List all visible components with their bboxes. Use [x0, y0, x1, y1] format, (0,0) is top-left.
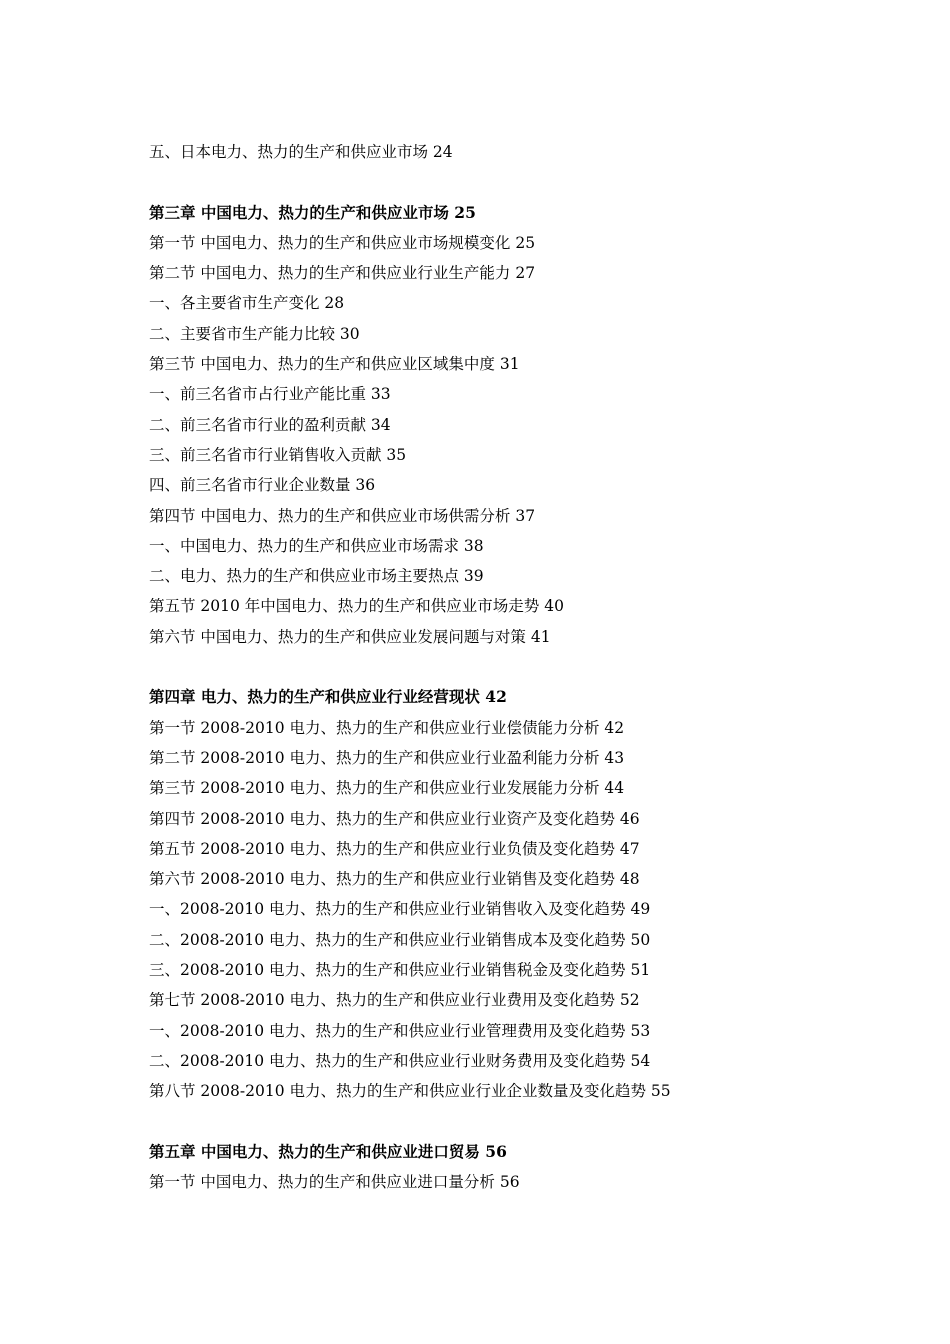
toc-entry: 三、前三名省市行业销售收入贡献 35 — [149, 445, 407, 464]
toc-entry: 第二节 中国电力、热力的生产和供应业行业生产能力 27 — [149, 264, 536, 283]
toc-entry: 第五节 2010 年中国电力、热力的生产和供应业市场走势 40 — [149, 597, 564, 616]
toc-entry: 二、主要省市生产能力比较 30 — [149, 324, 360, 343]
toc-entry: 二、前三名省市行业的盈利贡献 34 — [149, 415, 391, 434]
toc-entry: 二、2008-2010 电力、热力的生产和供应业行业财务费用及变化趋势 54 — [149, 1051, 651, 1070]
toc-entry: 一、中国电力、热力的生产和供应业市场需求 38 — [149, 536, 484, 555]
toc-entry: 二、2008-2010 电力、热力的生产和供应业行业销售成本及变化趋势 50 — [149, 930, 651, 949]
toc-chapter-heading: 第五章 中国电力、热力的生产和供应业进口贸易 56 — [149, 1141, 507, 1161]
toc-entry: 第八节 2008-2010 电力、热力的生产和供应业行业企业数量及变化趋势 55 — [149, 1082, 671, 1101]
section-spacer — [149, 652, 909, 682]
toc-entry: 第三节 中国电力、热力的生产和供应业区域集中度 31 — [149, 355, 520, 374]
toc-entry: 二、电力、热力的生产和供应业市场主要热点 39 — [149, 567, 484, 586]
toc-entry: 一、前三名省市占行业产能比重 33 — [149, 385, 391, 404]
toc-entry: 四、前三名省市行业企业数量 36 — [149, 476, 376, 495]
toc-entry: 第一节 中国电力、热力的生产和供应业市场规模变化 25 — [149, 233, 536, 252]
toc-entry: 一、2008-2010 电力、热力的生产和供应业行业管理费用及变化趋势 53 — [149, 1021, 651, 1040]
toc-entry: 一、各主要省市生产变化 28 — [149, 294, 345, 313]
toc-chapter-heading: 第四章 电力、热力的生产和供应业行业经营现状 42 — [149, 687, 507, 707]
toc-entry: 五、日本电力、热力的生产和供应业市场 24 — [149, 143, 453, 161]
toc-entry: 第七节 2008-2010 电力、热力的生产和供应业行业费用及变化趋势 52 — [149, 991, 640, 1010]
toc-entry: 第六节 中国电力、热力的生产和供应业发展问题与对策 41 — [149, 627, 551, 646]
toc-entry: 第四节 中国电力、热力的生产和供应业市场供需分析 37 — [149, 506, 536, 525]
toc-entry: 三、2008-2010 电力、热力的生产和供应业行业销售税金及变化趋势 51 — [149, 961, 651, 980]
toc-entry: 第一节 中国电力、热力的生产和供应业进口量分析 56 — [149, 1173, 520, 1192]
toc-chapter-heading: 第三章 中国电力、热力的生产和供应业市场 25 — [149, 202, 476, 222]
toc-entry: 一、2008-2010 电力、热力的生产和供应业行业销售收入及变化趋势 49 — [149, 900, 651, 919]
table-of-contents — [149, 137, 909, 1197]
toc-entry: 第三节 2008-2010 电力、热力的生产和供应业行业发展能力分析 44 — [149, 779, 625, 798]
toc-entry: 第四节 2008-2010 电力、热力的生产和供应业行业资产及变化趋势 46 — [149, 809, 640, 828]
toc-entry: 第二节 2008-2010 电力、热力的生产和供应业行业盈利能力分析 43 — [149, 748, 625, 767]
toc-entry: 第六节 2008-2010 电力、热力的生产和供应业行业销售及变化趋势 48 — [149, 870, 640, 889]
section-spacer — [149, 1107, 909, 1137]
toc-entry: 第一节 2008-2010 电力、热力的生产和供应业行业偿债能力分析 42 — [149, 718, 625, 737]
toc-entry: 第五节 2008-2010 电力、热力的生产和供应业行业负债及变化趋势 47 — [149, 839, 640, 858]
section-spacer — [149, 167, 909, 197]
